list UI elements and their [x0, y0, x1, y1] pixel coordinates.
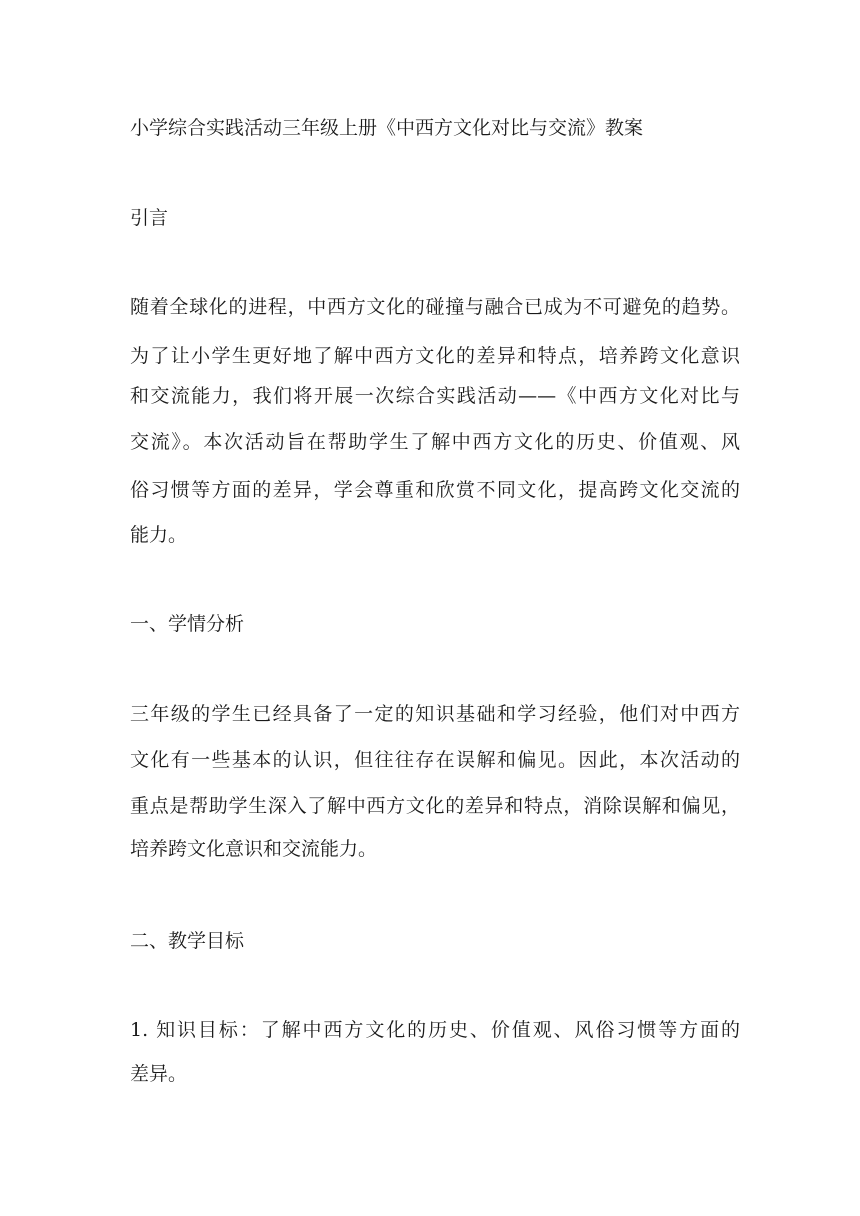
section2-heading: 二、教学目标 [130, 930, 245, 952]
intro-line: 和交流能力，我们将开展一次综合实践活动——《中西方文化对比与 [130, 385, 740, 407]
intro-line: 能力。 [130, 524, 188, 546]
section1-line: 三年级的学生已经具备了一定的知识基础和学习经验，他们对中西方 [130, 703, 740, 725]
document-title: 小学综合实践活动三年级上册《中西方文化对比与交流》教案 [130, 117, 644, 139]
intro-line: 俗习惯等方面的差异，学会尊重和欣赏不同文化，提高跨文化交流的 [130, 479, 740, 501]
objective-line: 差异。 [130, 1063, 188, 1085]
section1-line: 培养跨文化意识和交流能力。 [130, 838, 378, 860]
section1-heading: 一、学情分析 [130, 613, 245, 635]
objective-line: 1. 知识目标：了解中西方文化的历史、价值观、风俗习惯等方面的 [130, 1019, 740, 1041]
intro-heading: 引言 [130, 207, 169, 229]
intro-line: 随着全球化的进程，中西方文化的碰撞与融合已成为不可避免的趋势。 [130, 296, 740, 318]
intro-line: 交流》。本次活动旨在帮助学生了解中西方文化的历史、价值观、风 [130, 431, 740, 453]
section1-line: 重点是帮助学生深入了解中西方文化的差异和特点，消除误解和偏见， [130, 795, 740, 817]
intro-line: 为了让小学生更好地了解中西方文化的差异和特点，培养跨文化意识 [130, 345, 740, 367]
section1-line: 文化有一些基本的认识，但往往存在误解和偏见。因此，本次活动的 [130, 749, 740, 771]
